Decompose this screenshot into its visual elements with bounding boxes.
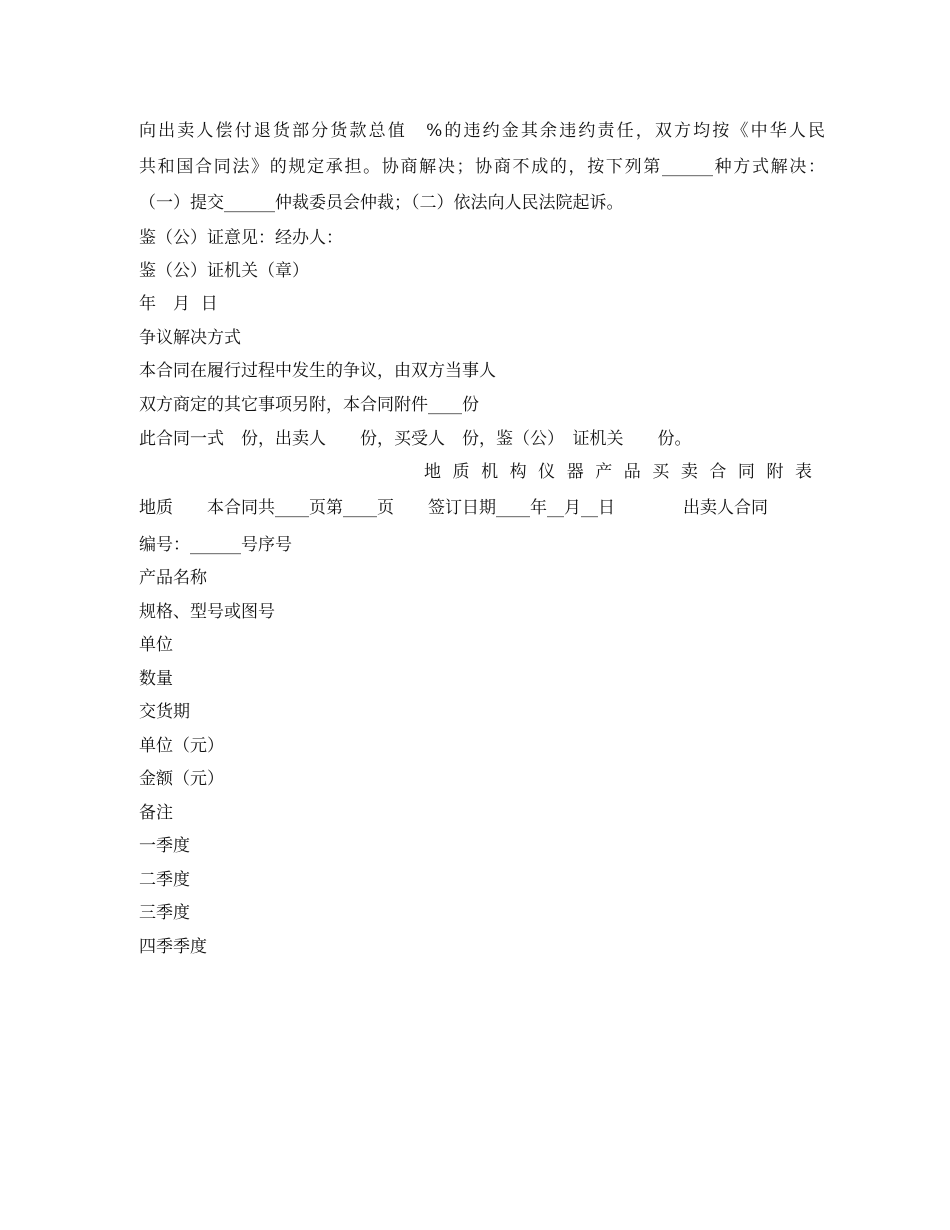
paragraph-penalty-clause: 向出卖人偿付退货部分货款总值 %的违约金其余违约责任，双方均按《中华人民 xyxy=(139,121,825,141)
paragraph-copies: 此合同一式 份，出卖人 份，买受人 份，鉴（公） 证机关 份。 xyxy=(139,429,692,449)
column-unit-price: 单位（元） xyxy=(139,736,224,756)
column-delivery-period: 交货期 xyxy=(139,702,190,722)
column-spec-model: 规格、型号或图号 xyxy=(139,602,275,622)
quarter-4: 四季季度 xyxy=(139,937,207,957)
appendix-header-line: 地质 本合同共____页第____页 签订日期____年__月__日 出卖人合同 xyxy=(139,498,768,518)
section-heading-dispute-resolution: 争议解决方式 xyxy=(139,328,241,348)
paragraph-dispute-methods: （一）提交______仲裁委员会仲裁；（二）依法向人民法院起诉。 xyxy=(139,193,624,213)
paragraph-contract-law: 共和国合同法》的规定承担。协商解决；协商不成的，按下列第______种方式解决： xyxy=(139,157,825,177)
column-product-name: 产品名称 xyxy=(139,568,207,588)
quarter-3: 三季度 xyxy=(139,903,190,923)
appendix-title: 地质机构仪器产品买卖合同附表 xyxy=(424,462,812,482)
column-amount: 金额（元） xyxy=(139,769,224,789)
column-remarks: 备注 xyxy=(139,803,173,823)
quarter-2: 二季度 xyxy=(139,870,190,890)
paragraph-dispute-parties: 本合同在履行过程中发生的争议，由双方当事人 xyxy=(139,361,496,381)
column-quantity: 数量 xyxy=(139,669,173,689)
serial-number-line: 编号：______号序号 xyxy=(139,535,292,555)
notary-opinion: 鉴（公）证意见：经办人： xyxy=(139,228,343,248)
column-unit: 单位 xyxy=(139,635,173,655)
paragraph-other-matters: 双方商定的其它事项另附，本合同附件____份 xyxy=(139,395,479,415)
notary-seal: 鉴（公）证机关（章） xyxy=(139,261,309,281)
quarter-1: 一季度 xyxy=(139,836,190,856)
date-line: 年 月 日 xyxy=(139,294,218,314)
